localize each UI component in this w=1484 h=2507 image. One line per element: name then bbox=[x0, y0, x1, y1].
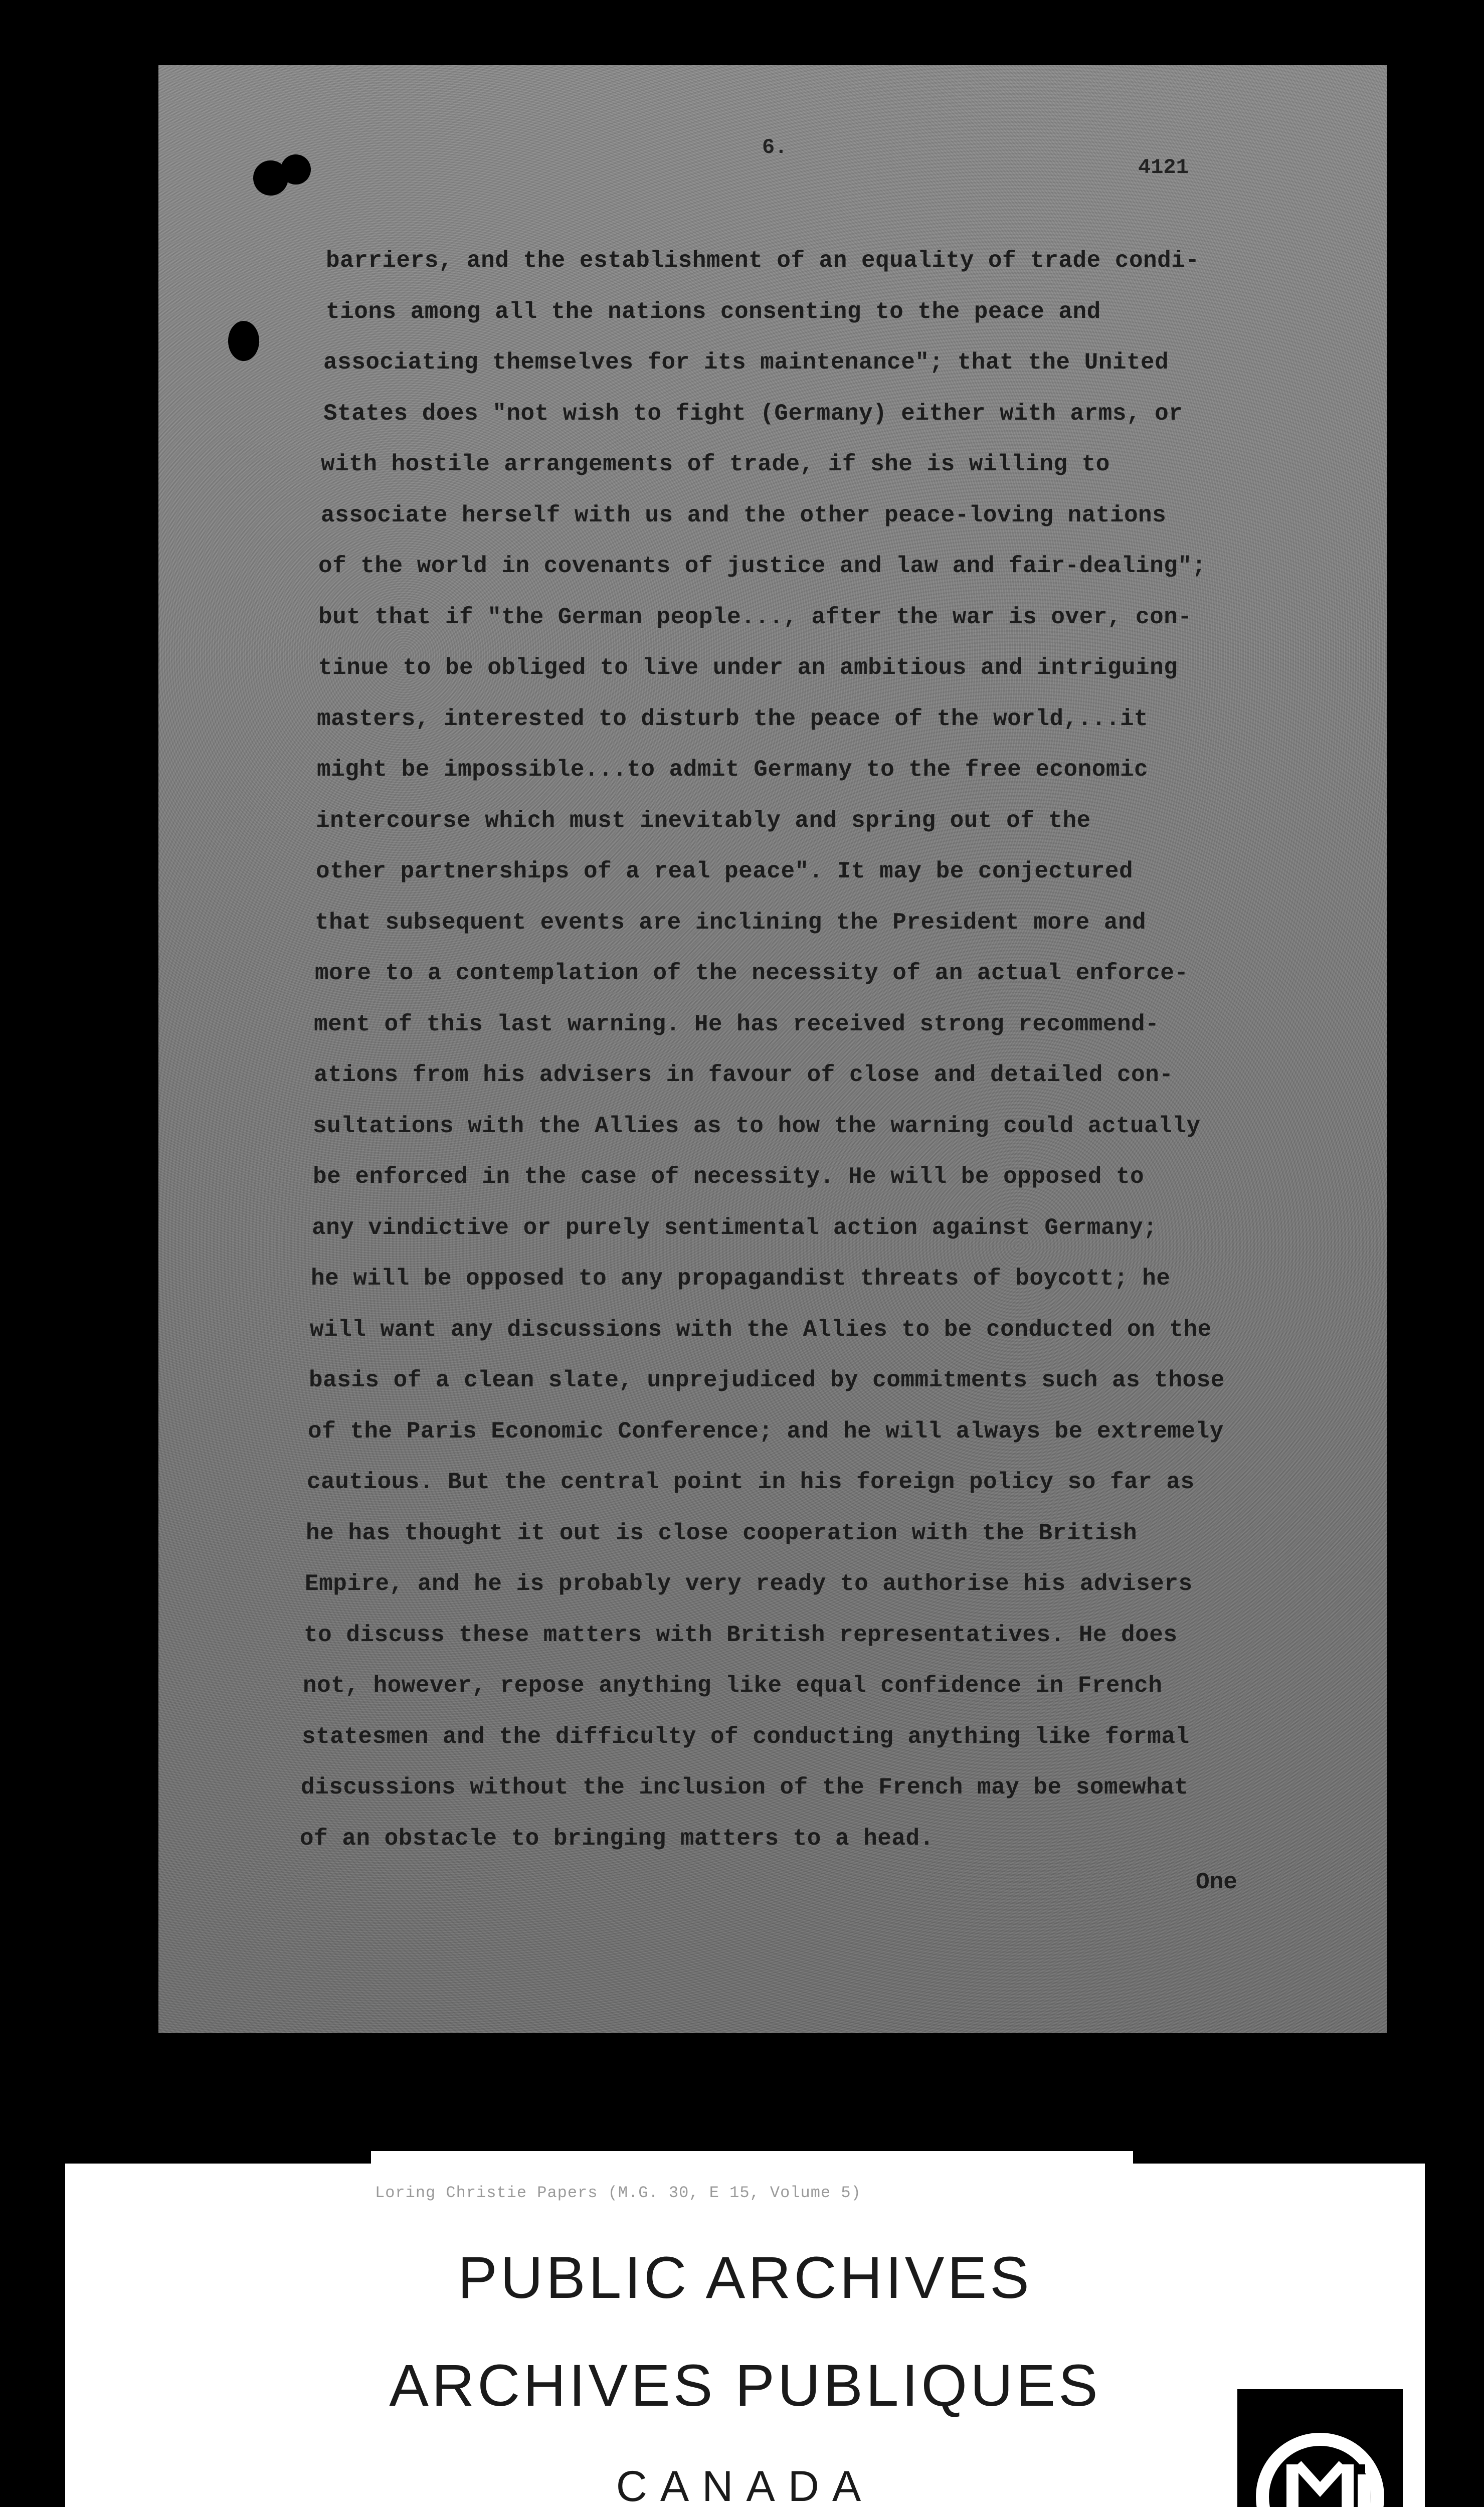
text-line: basis of a clean slate, unprejudiced by commitments such as those bbox=[309, 1367, 1225, 1393]
text-line: he will be opposed to any propagandist threats of boycott; he bbox=[311, 1266, 1171, 1292]
text-line: associating themselves for its maintenance"; that the United bbox=[323, 349, 1169, 376]
punch-hole-mark bbox=[228, 321, 259, 361]
reference-label: Loring Christie Papers (M.G. 30, E 15, Volume 5) bbox=[375, 2184, 861, 2202]
text-line: Empire, and he is probably very ready to authorise his advisers bbox=[305, 1571, 1193, 1597]
catchword: One bbox=[1196, 1869, 1237, 1895]
text-line: of the Paris Economic Conference; and he will always be extremely bbox=[308, 1418, 1224, 1445]
text-line: other partnerships of a real peace". It may be conjectured bbox=[316, 858, 1134, 884]
page-number: 6. bbox=[762, 135, 788, 159]
text-line: of the world in covenants of justice and law and fair-dealing"; bbox=[318, 553, 1206, 579]
archive-card bbox=[65, 2164, 1425, 2507]
text-line: ment of this last warning. He has received strong recommend- bbox=[314, 1011, 1160, 1037]
archives-logo-icon bbox=[1237, 2389, 1403, 2507]
text-line: tions among all the nations consenting to the peace and bbox=[326, 298, 1101, 325]
text-line: sultations with the Allies as to how the warning could actually bbox=[313, 1113, 1201, 1139]
text-line: be enforced in the case of necessity. He will be opposed to bbox=[313, 1164, 1145, 1190]
text-line: ations from his advisers in favour of close and detailed con- bbox=[314, 1062, 1174, 1088]
punch-hole-mark bbox=[281, 154, 311, 185]
text-line: masters, interested to disturb the peace of the world,...it bbox=[317, 705, 1149, 732]
archive-country: CANADA bbox=[616, 2462, 874, 2507]
text-line: barriers, and the establishment of an equality of trade condi- bbox=[326, 248, 1200, 274]
text-line: not, however, repose anything like equal confidence in French bbox=[303, 1673, 1163, 1699]
text-line: intercourse which must inevitably and spring out of the bbox=[316, 807, 1091, 834]
text-line: of an obstacle to bringing matters to a head. bbox=[300, 1825, 934, 1852]
text-line: tinue to be obliged to live under an ambitious and intriguing bbox=[318, 655, 1178, 681]
text-line: might be impossible...to admit Germany to the free economic bbox=[317, 757, 1149, 783]
text-line: but that if "the German people..., after the war is over, con- bbox=[318, 604, 1192, 630]
text-line: cautious. But the central point in his foreign policy so far as bbox=[307, 1469, 1195, 1495]
archive-title-fr: ARCHIVES PUBLIQUES bbox=[389, 2353, 1101, 2419]
text-line: States does "not wish to fight (Germany) either with arms, or bbox=[323, 400, 1183, 427]
text-line: he has thought it out is close cooperation with the British bbox=[306, 1520, 1138, 1546]
text-line: with hostile arrangements of trade, if she is willing to bbox=[321, 451, 1110, 477]
archives-logo bbox=[1237, 2389, 1403, 2507]
text-line: more to a contemplation of the necessity of an actual enforce- bbox=[315, 960, 1189, 986]
document-body bbox=[300, 236, 1339, 1864]
text-line: associate herself with us and the other peace-loving nations bbox=[321, 502, 1167, 528]
archive-title-en: PUBLIC ARCHIVES bbox=[458, 2245, 1032, 2311]
text-line: discussions without the inclusion of the French may be somewhat bbox=[301, 1774, 1189, 1801]
text-line: to discuss these matters with British representatives. He does bbox=[304, 1622, 1178, 1648]
text-line: will want any discussions with the Allies to be conducted on the bbox=[310, 1316, 1212, 1343]
text-line: any vindictive or purely sentimental action against Germany; bbox=[312, 1214, 1158, 1241]
text-line: statesmen and the difficulty of conducting anything like formal bbox=[302, 1723, 1190, 1750]
text-line: that subsequent events are inclining the President more and bbox=[315, 909, 1147, 936]
folio-number: 4121 bbox=[1138, 155, 1189, 180]
